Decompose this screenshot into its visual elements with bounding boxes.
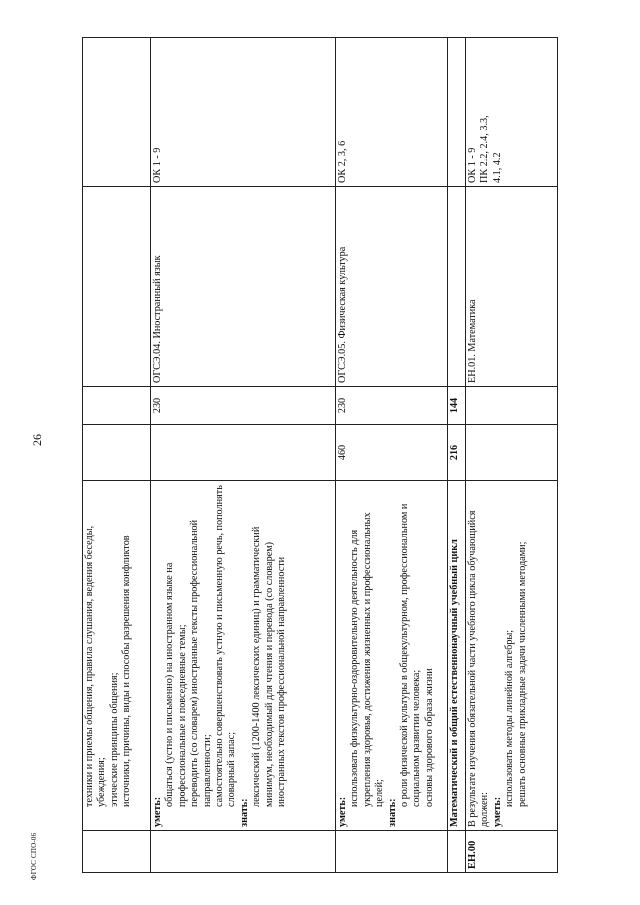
discipline-cell	[83, 187, 151, 387]
content-line: В результате изучения обязательной части учебного цикла обучающийся должен:	[467, 510, 491, 827]
competencies-cell	[466, 38, 558, 187]
content-line: источники, причины, виды и способы разрешения конфликтов	[121, 535, 133, 807]
discipline-cell	[448, 187, 466, 387]
content-cell	[83, 481, 151, 831]
content-line: переводить (со словарем) иностранные тексты профессиональной направленности;	[189, 519, 213, 807]
section-label: уметь:	[337, 796, 348, 827]
footer-code: ФГОС СПО-06	[30, 832, 38, 880]
content-cell	[151, 481, 336, 831]
competency-line: ОК 1 - 9	[152, 147, 163, 183]
competencies-cell	[83, 38, 151, 187]
competencies-cell	[336, 38, 448, 187]
cycle-code-cell	[448, 831, 466, 873]
cycle-code-cell	[151, 831, 336, 873]
content-cell	[336, 481, 448, 831]
content-line: общаться (устно и письменно) на иностранном языке на профессиональные и повседневные темы;	[164, 562, 188, 807]
content-cell	[466, 481, 558, 831]
cycle-code-cell: ЕН.00	[466, 831, 558, 873]
content-line: этические принципы общения;	[108, 672, 120, 807]
max-hours-cell: 460	[336, 425, 448, 481]
competencies-cell	[151, 38, 336, 187]
oblig-hours-cell	[83, 387, 151, 425]
cycle-code-cell	[83, 831, 151, 873]
table-row	[448, 38, 466, 873]
discipline-cell: ЕН.01. Математика	[466, 187, 558, 387]
max-hours-cell	[151, 425, 336, 481]
section-label: знать:	[386, 798, 398, 827]
section-label: уметь:	[152, 796, 163, 827]
oblig-hours-cell	[466, 387, 558, 425]
table-row	[151, 38, 336, 873]
max-hours-cell	[466, 425, 558, 481]
content-line: основы здорового образа жизни	[423, 668, 435, 807]
cycle-code-cell	[336, 831, 448, 873]
competency-line: ОК 1 - 9	[467, 147, 478, 183]
competency-line: 4.1, 4.2	[491, 152, 503, 183]
competency-line: ОК 2, 3, 6	[337, 140, 348, 183]
table-row	[83, 38, 151, 873]
content-line: самостоятельно совершенствовать устную и письменную речь, пополнять словарный запас;	[214, 485, 238, 807]
oblig-hours-cell: 230	[151, 387, 336, 425]
content-line: лексический (1200-1400 лексических единиц) и грамматический минимум, необходимый для чтения и перевода (со словарем) иностранных текстов профессиональной направленности	[251, 526, 288, 807]
table-row	[336, 38, 448, 873]
content-line: техники и приемы общения, правила слушания, ведения беседы, убеждения;	[84, 525, 108, 807]
curriculum-table	[82, 37, 558, 873]
page-number: 26	[30, 434, 44, 446]
rotated-table-container	[82, 38, 557, 873]
max-hours-cell: 216	[448, 425, 466, 481]
content-cell	[448, 481, 466, 831]
section-label: уметь:	[491, 796, 503, 827]
discipline-cell: ОГСЭ.05. Физическая культура	[336, 187, 448, 387]
discipline-cell: ОГСЭ.04. Иностранный язык	[151, 187, 336, 387]
competency-line: ПК 2.2, 2.4, 3.3,	[479, 115, 491, 183]
table-body	[83, 38, 558, 873]
content-line: решать основные прикладные задачи численными методами;	[516, 541, 528, 807]
competencies-cell	[448, 38, 466, 187]
content-line: использовать методы линейной алгебры;	[504, 629, 516, 807]
section-label: знать:	[238, 798, 250, 827]
content-line: использовать физкультурно-оздоровительную деятельность для укрепления здоровья, достижения жизненных и профессиональных целей;	[349, 512, 386, 807]
oblig-hours-cell: 144	[448, 387, 466, 425]
section-label: Математический и общий естественнонаучный учебный цикл	[449, 539, 460, 827]
max-hours-cell	[83, 425, 151, 481]
content-line: о роли физической культуры в общекультурном, профессиональном и социальном развитии человека;	[399, 503, 423, 807]
table-row	[466, 38, 558, 873]
oblig-hours-cell: 230	[336, 387, 448, 425]
